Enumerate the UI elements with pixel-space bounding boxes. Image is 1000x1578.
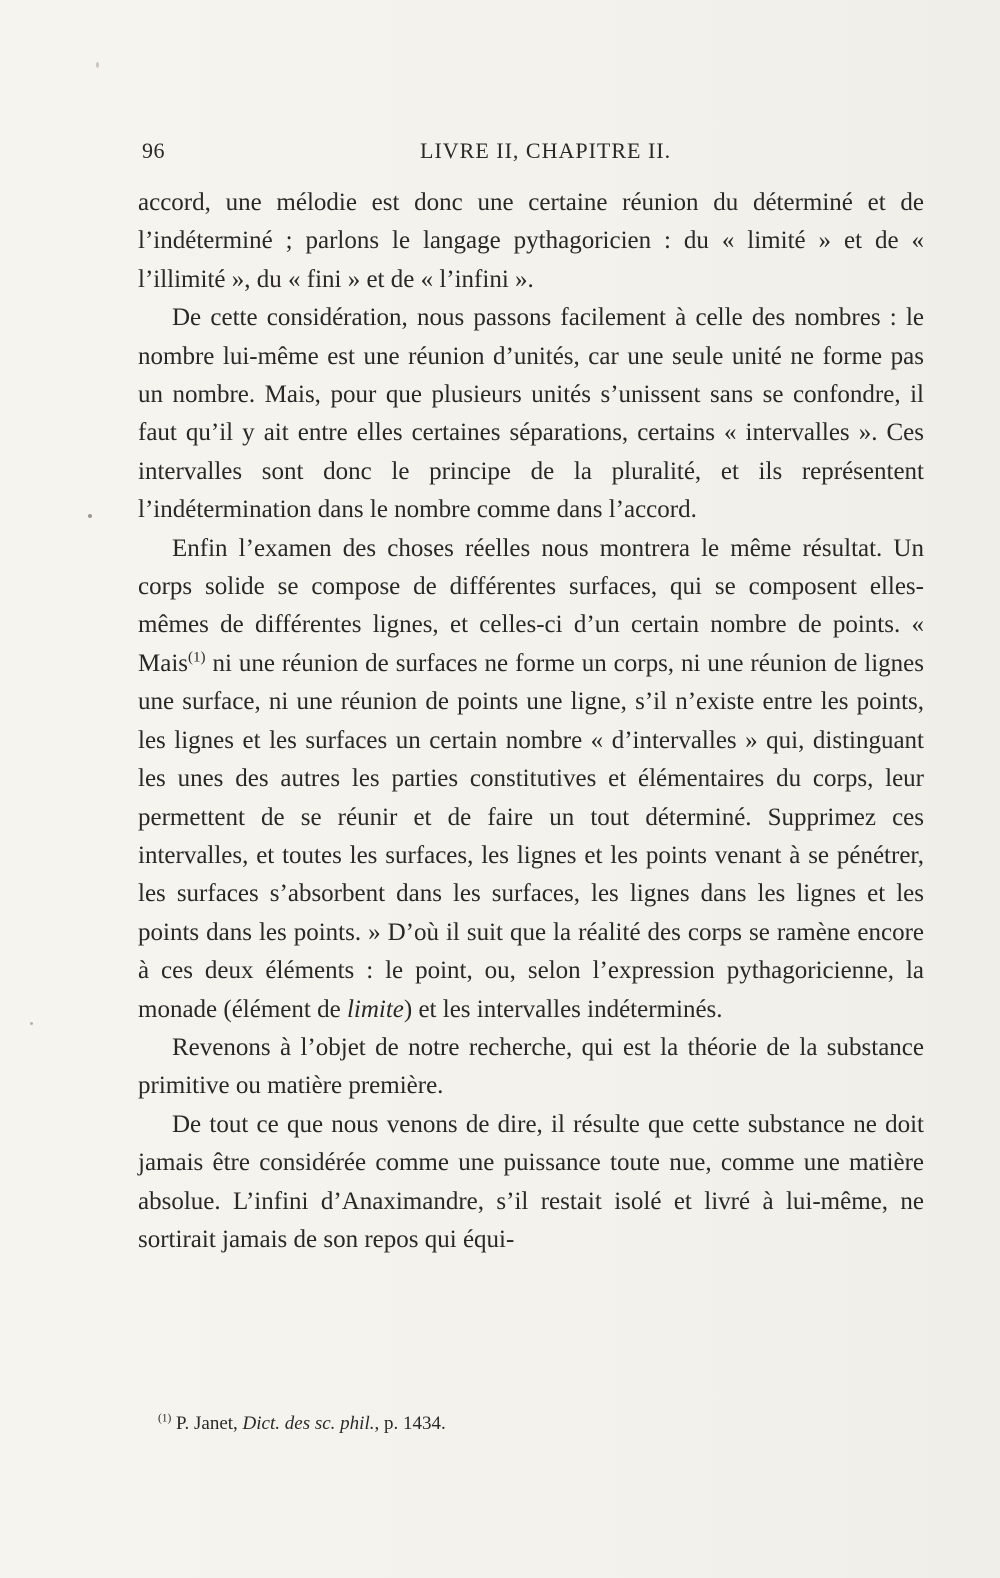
paper-speck xyxy=(88,514,92,518)
paragraph-3-italic-term: limite xyxy=(346,995,404,1023)
paragraph-2: De cette considération, nous passons facilement à celle des nombres : le nombre lui-même est une réunion d’unités, car une seule unité ne forme pas un nombre. Mais, pour que plusieurs unités s’unissent sans se confondre, il faut qu’il y ait entre elles certaines séparations, certains « intervalles ». Ces intervalles sont donc le principe de la pluralité, et ils représentent l’indétermination dans le nombre comme dans l’accord. xyxy=(138,304,924,524)
footnote-text-after: , p. 1434. xyxy=(374,1413,446,1434)
footnote xyxy=(158,1413,758,1435)
paper-speck xyxy=(96,62,99,68)
paragraph-3-continuation: ni une réunion de surfaces ne forme un corps, ni une réunion de lignes une surface, ni une réunion de points une ligne, s’il n’existe entre les points, les lignes et les surfaces un certain nombre « d’intervalles » qui, distinguant les unes des autres les parties constitutives et élémentaires du corps, leur permettent de se réunir et de faire un tout déterminé. Supprimez ces intervalles, et toutes les surfaces, les lignes et les points venant à se pénétrer, les surfaces s’absorbent dans les surfaces, les lignes dans les lignes et les points dans les points. » D’où il suit que la réalité des corps se ramène encore à ces deux éléments : le point, ou, selon l’expression pythagoricienne, la monade (élément de xyxy=(138,649,924,1023)
running-header xyxy=(142,138,922,168)
footnote-text-before: P. Janet, xyxy=(171,1413,243,1434)
paragraph-4: Revenons à l’objet de notre recherche, qui est la théorie de la substance primitive ou matière première. xyxy=(138,1033,924,1100)
paragraph-1: accord, une mélodie est donc une certaine réunion du déterminé et de l’indéterminé ; parlons le langage pythagoricien : du « limité » et de « l’illimité », du « fini » et de « l’infini ». xyxy=(138,189,924,293)
running-title: LIVRE II, CHAPITRE II. xyxy=(420,138,672,163)
paragraph-5: De tout ce que nous venons de dire, il résulte que cette substance ne doit jamais être considérée comme une puissance toute nue, comme une matière absolue. L’infini d’Anaximandre, s’il restait isolé et livré à lui-même, ne sortirait jamais de son repos qui équi- xyxy=(138,1110,924,1253)
footnote-marker: (1) xyxy=(158,1412,172,1425)
footnote-reference: (1) xyxy=(188,649,206,666)
paper-speck xyxy=(30,1022,33,1025)
paragraph-3 xyxy=(138,530,924,1029)
paragraph-3-start: Enfin l’examen des choses réelles nous montrera le même résultat. Un corps solide se compose de différentes surfaces, qui se composent elles-mêmes de différentes lignes, et celles-ci d’un certain nombre de points. « Mais xyxy=(138,534,924,677)
body-text xyxy=(138,184,924,1259)
footnote-italic-title: Dict. des sc. phil. xyxy=(242,1413,375,1434)
paragraph-3-end: ) et les intervalles indéterminés. xyxy=(403,995,723,1023)
page-number: 96 xyxy=(142,138,165,163)
